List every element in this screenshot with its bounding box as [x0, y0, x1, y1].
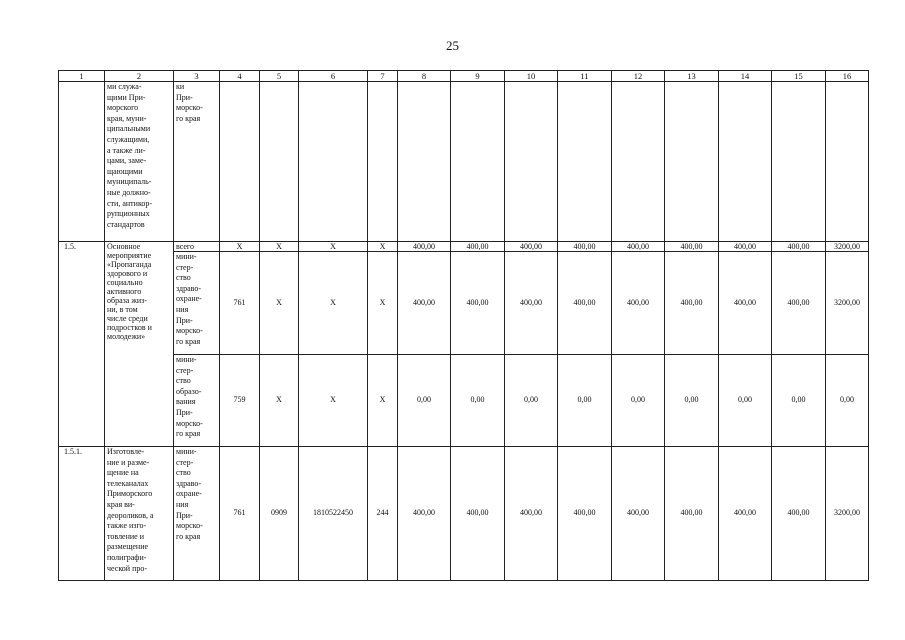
value-cell: X	[368, 252, 398, 355]
value-cell: 0,00	[505, 355, 558, 447]
value-cell: 400,00	[558, 242, 612, 252]
table-row	[59, 252, 869, 355]
value-cell	[826, 82, 869, 242]
row-name: Изготовле- ние и разме- щение на телеканалах Приморского края ви- деороликов, а также изго- товление и размещение полиграфи- ческой про-	[105, 447, 174, 581]
row-executor: ки При- морско- го края	[174, 82, 220, 242]
value-cell	[505, 82, 558, 242]
column-number: 15	[772, 71, 826, 82]
value-cell	[665, 82, 719, 242]
value-cell: 400,00	[505, 242, 558, 252]
value-cell: 0,00	[719, 355, 772, 447]
value-cell: 400,00	[398, 447, 451, 581]
value-cell: 400,00	[451, 242, 505, 252]
column-number: 13	[665, 71, 719, 82]
value-cell: 3200,00	[826, 242, 869, 252]
value-cell: 1810522450	[299, 447, 368, 581]
value-cell: 3200,00	[826, 252, 869, 355]
value-cell: 400,00	[719, 242, 772, 252]
value-cell: 400,00	[398, 252, 451, 355]
value-cell	[451, 82, 505, 242]
value-cell: 400,00	[665, 447, 719, 581]
row-executor: всего	[174, 242, 220, 252]
value-cell: 244	[368, 447, 398, 581]
value-cell: 400,00	[612, 242, 665, 252]
table-row	[59, 355, 869, 447]
value-cell	[299, 82, 368, 242]
value-cell: 400,00	[505, 447, 558, 581]
value-cell	[612, 82, 665, 242]
page-number: 25	[446, 38, 459, 53]
value-cell: 400,00	[719, 252, 772, 355]
value-cell: 400,00	[505, 252, 558, 355]
table-row	[59, 242, 869, 252]
value-cell: 0909	[260, 447, 299, 581]
value-cell: 3200,00	[826, 447, 869, 581]
value-cell: X	[220, 242, 260, 252]
row-code: 1.5.	[59, 242, 105, 447]
column-number: 12	[612, 71, 665, 82]
value-cell	[260, 82, 299, 242]
value-cell: X	[368, 355, 398, 447]
column-number: 3	[174, 71, 220, 82]
value-cell	[558, 82, 612, 242]
value-cell: 759	[220, 355, 260, 447]
value-cell	[398, 82, 451, 242]
column-number-row	[59, 71, 869, 82]
program-table	[58, 70, 869, 581]
value-cell	[220, 82, 260, 242]
table-row	[59, 82, 869, 242]
value-cell: 400,00	[772, 252, 826, 355]
value-cell	[368, 82, 398, 242]
value-cell: X	[368, 242, 398, 252]
row-executor: мини- стер- ство здраво- охране- ния При- морско- го края	[174, 252, 220, 355]
column-number: 1	[59, 71, 105, 82]
value-cell: X	[299, 252, 368, 355]
row-name: ми служа- щими При- морского края, муни- ципальными служащими, а также ли- цами, заме- щающими муниципаль- ные должно- сти, антикор- рупционных стандартов	[105, 82, 174, 242]
row-name: Основное мероприятие «Пропаганда здорового и социально активного образа жиз- ни, в том числе среди подростков и молодежи»	[105, 242, 174, 447]
column-number: 7	[368, 71, 398, 82]
column-number: 10	[505, 71, 558, 82]
value-cell: 400,00	[665, 252, 719, 355]
value-cell: 400,00	[558, 447, 612, 581]
value-cell: 400,00	[612, 252, 665, 355]
value-cell: 0,00	[451, 355, 505, 447]
value-cell: 400,00	[772, 447, 826, 581]
value-cell: 400,00	[451, 447, 505, 581]
value-cell: 400,00	[398, 242, 451, 252]
row-executor: мини- стер- ство здраво- охране- ния При- морско- го края	[174, 447, 220, 581]
column-number: 8	[398, 71, 451, 82]
value-cell: 0,00	[398, 355, 451, 447]
row-executor: мини- стер- ство образо- вания При- морско- го края	[174, 355, 220, 447]
value-cell: X	[260, 252, 299, 355]
row-code	[59, 82, 105, 242]
column-number: 11	[558, 71, 612, 82]
column-number: 14	[719, 71, 772, 82]
value-cell: X	[299, 355, 368, 447]
value-cell: 400,00	[772, 242, 826, 252]
column-number: 16	[826, 71, 869, 82]
value-cell: X	[260, 355, 299, 447]
column-number: 6	[299, 71, 368, 82]
value-cell: 0,00	[826, 355, 869, 447]
column-number: 2	[105, 71, 174, 82]
column-number: 9	[451, 71, 505, 82]
value-cell: 400,00	[451, 252, 505, 355]
value-cell: 400,00	[719, 447, 772, 581]
value-cell: 0,00	[558, 355, 612, 447]
column-number: 5	[260, 71, 299, 82]
value-cell: 0,00	[665, 355, 719, 447]
value-cell: 761	[220, 252, 260, 355]
table-row	[59, 447, 869, 581]
value-cell	[719, 82, 772, 242]
value-cell: 761	[220, 447, 260, 581]
value-cell: 0,00	[612, 355, 665, 447]
value-cell: 0,00	[772, 355, 826, 447]
row-code: 1.5.1.	[59, 447, 105, 581]
value-cell: X	[260, 242, 299, 252]
value-cell: X	[299, 242, 368, 252]
value-cell	[772, 82, 826, 242]
value-cell: 400,00	[558, 252, 612, 355]
value-cell: 400,00	[612, 447, 665, 581]
column-number: 4	[220, 71, 260, 82]
value-cell: 400,00	[665, 242, 719, 252]
